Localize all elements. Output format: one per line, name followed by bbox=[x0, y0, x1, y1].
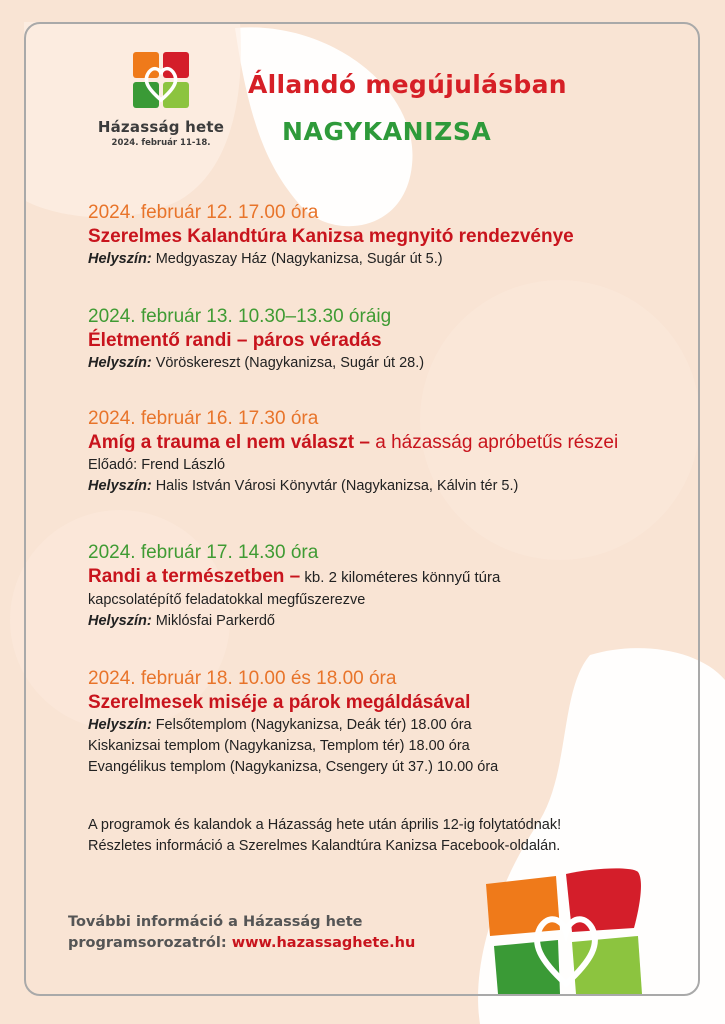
event-date: 2024. február 13. 10.30–13.30 óráig bbox=[88, 306, 392, 327]
venue-label: Helyszín: bbox=[88, 717, 152, 733]
event-date: 2024. február 16. 17.30 óra bbox=[88, 408, 319, 429]
event-title-main: Randi a természetben – bbox=[88, 566, 301, 587]
event-presenter: Előadó: Frend László bbox=[88, 457, 226, 473]
event-3 bbox=[88, 407, 688, 497]
note-line-1: A programok és kalandok a Házasság hete után április 12-ig folytatódnak! bbox=[88, 817, 562, 833]
event-date: 2024. február 17. 14.30 óra bbox=[88, 542, 319, 563]
event-title-rest: a házasság apróbetűs részei bbox=[369, 432, 619, 453]
event-4 bbox=[88, 541, 688, 632]
brand-block bbox=[88, 118, 234, 148]
event-title bbox=[88, 431, 688, 455]
hazassag-hete-logo-large bbox=[482, 866, 650, 994]
footer-info bbox=[68, 912, 415, 954]
event-description: kapcsolatépítő feladatokkal megfűszerezve bbox=[88, 592, 366, 608]
venue-text: Halis István Városi Könyvtár (Nagykanizsa, Kálvin tér 5.) bbox=[151, 478, 519, 494]
venue-text: Vöröskereszt (Nagykanizsa, Sugár út 28.) bbox=[151, 355, 425, 371]
footer-line-2 bbox=[68, 933, 415, 954]
event-date: 2024. február 12. 17.00 óra bbox=[88, 202, 319, 223]
brand-name: Házasság hete bbox=[97, 118, 225, 136]
event-venue bbox=[88, 353, 688, 374]
event-venue bbox=[88, 611, 688, 632]
event-5 bbox=[88, 667, 688, 778]
venue-label: Helyszín: bbox=[88, 355, 152, 371]
event-venue bbox=[88, 249, 688, 270]
info-note bbox=[88, 815, 561, 857]
event-1 bbox=[88, 201, 688, 270]
venue-text: Medgyaszay Ház (Nagykanizsa, Sugár út 5.) bbox=[151, 251, 443, 267]
venue-label: Helyszín: bbox=[88, 613, 152, 629]
venue-label: Helyszín: bbox=[88, 478, 152, 494]
footer-prefix: programsorozatról: bbox=[68, 935, 232, 951]
event-venue-3: Evangélikus templom (Nagykanizsa, Csengery út 37.) 10.00 óra bbox=[88, 759, 499, 775]
brand-date: 2024. február 11-18. bbox=[111, 138, 211, 148]
event-venue bbox=[88, 715, 688, 736]
event-2 bbox=[88, 305, 688, 374]
note-line-2: Részletes információ a Szerelmes Kalandtúra Kanizsa Facebook-oldalán. bbox=[88, 838, 561, 854]
event-title: Életmentő randi – páros véradás bbox=[88, 330, 382, 351]
event-title-main: Amíg a trauma el nem választ – bbox=[88, 432, 370, 453]
venue-label: Helyszín: bbox=[88, 251, 152, 267]
city-title: NAGYKANIZSA bbox=[282, 117, 492, 146]
event-title-rest: kb. 2 kilométeres könnyű túra bbox=[300, 569, 501, 586]
website-link[interactable]: www.hazassaghete.hu bbox=[231, 935, 416, 951]
hazassag-hete-logo bbox=[133, 52, 189, 108]
event-venue bbox=[88, 476, 688, 497]
footer-line-1: További információ a Házasság hete bbox=[68, 914, 363, 930]
venue-text: Felsőtemplom (Nagykanizsa, Deák tér) 18.00 óra bbox=[151, 717, 472, 733]
venue-text: Miklósfai Parkerdő bbox=[151, 613, 275, 629]
event-date: 2024. február 18. 10.00 és 18.00 óra bbox=[88, 668, 397, 689]
event-title: Szerelmesek miséje a párok megáldásával bbox=[88, 692, 471, 713]
event-title bbox=[88, 565, 688, 590]
headline: Állandó megújulásban bbox=[248, 70, 567, 99]
event-venue-2: Kiskanizsai templom (Nagykanizsa, Templom tér) 18.00 óra bbox=[88, 738, 470, 754]
event-title: Szerelmes Kalandtúra Kanizsa megnyitó rendezvénye bbox=[88, 226, 574, 247]
